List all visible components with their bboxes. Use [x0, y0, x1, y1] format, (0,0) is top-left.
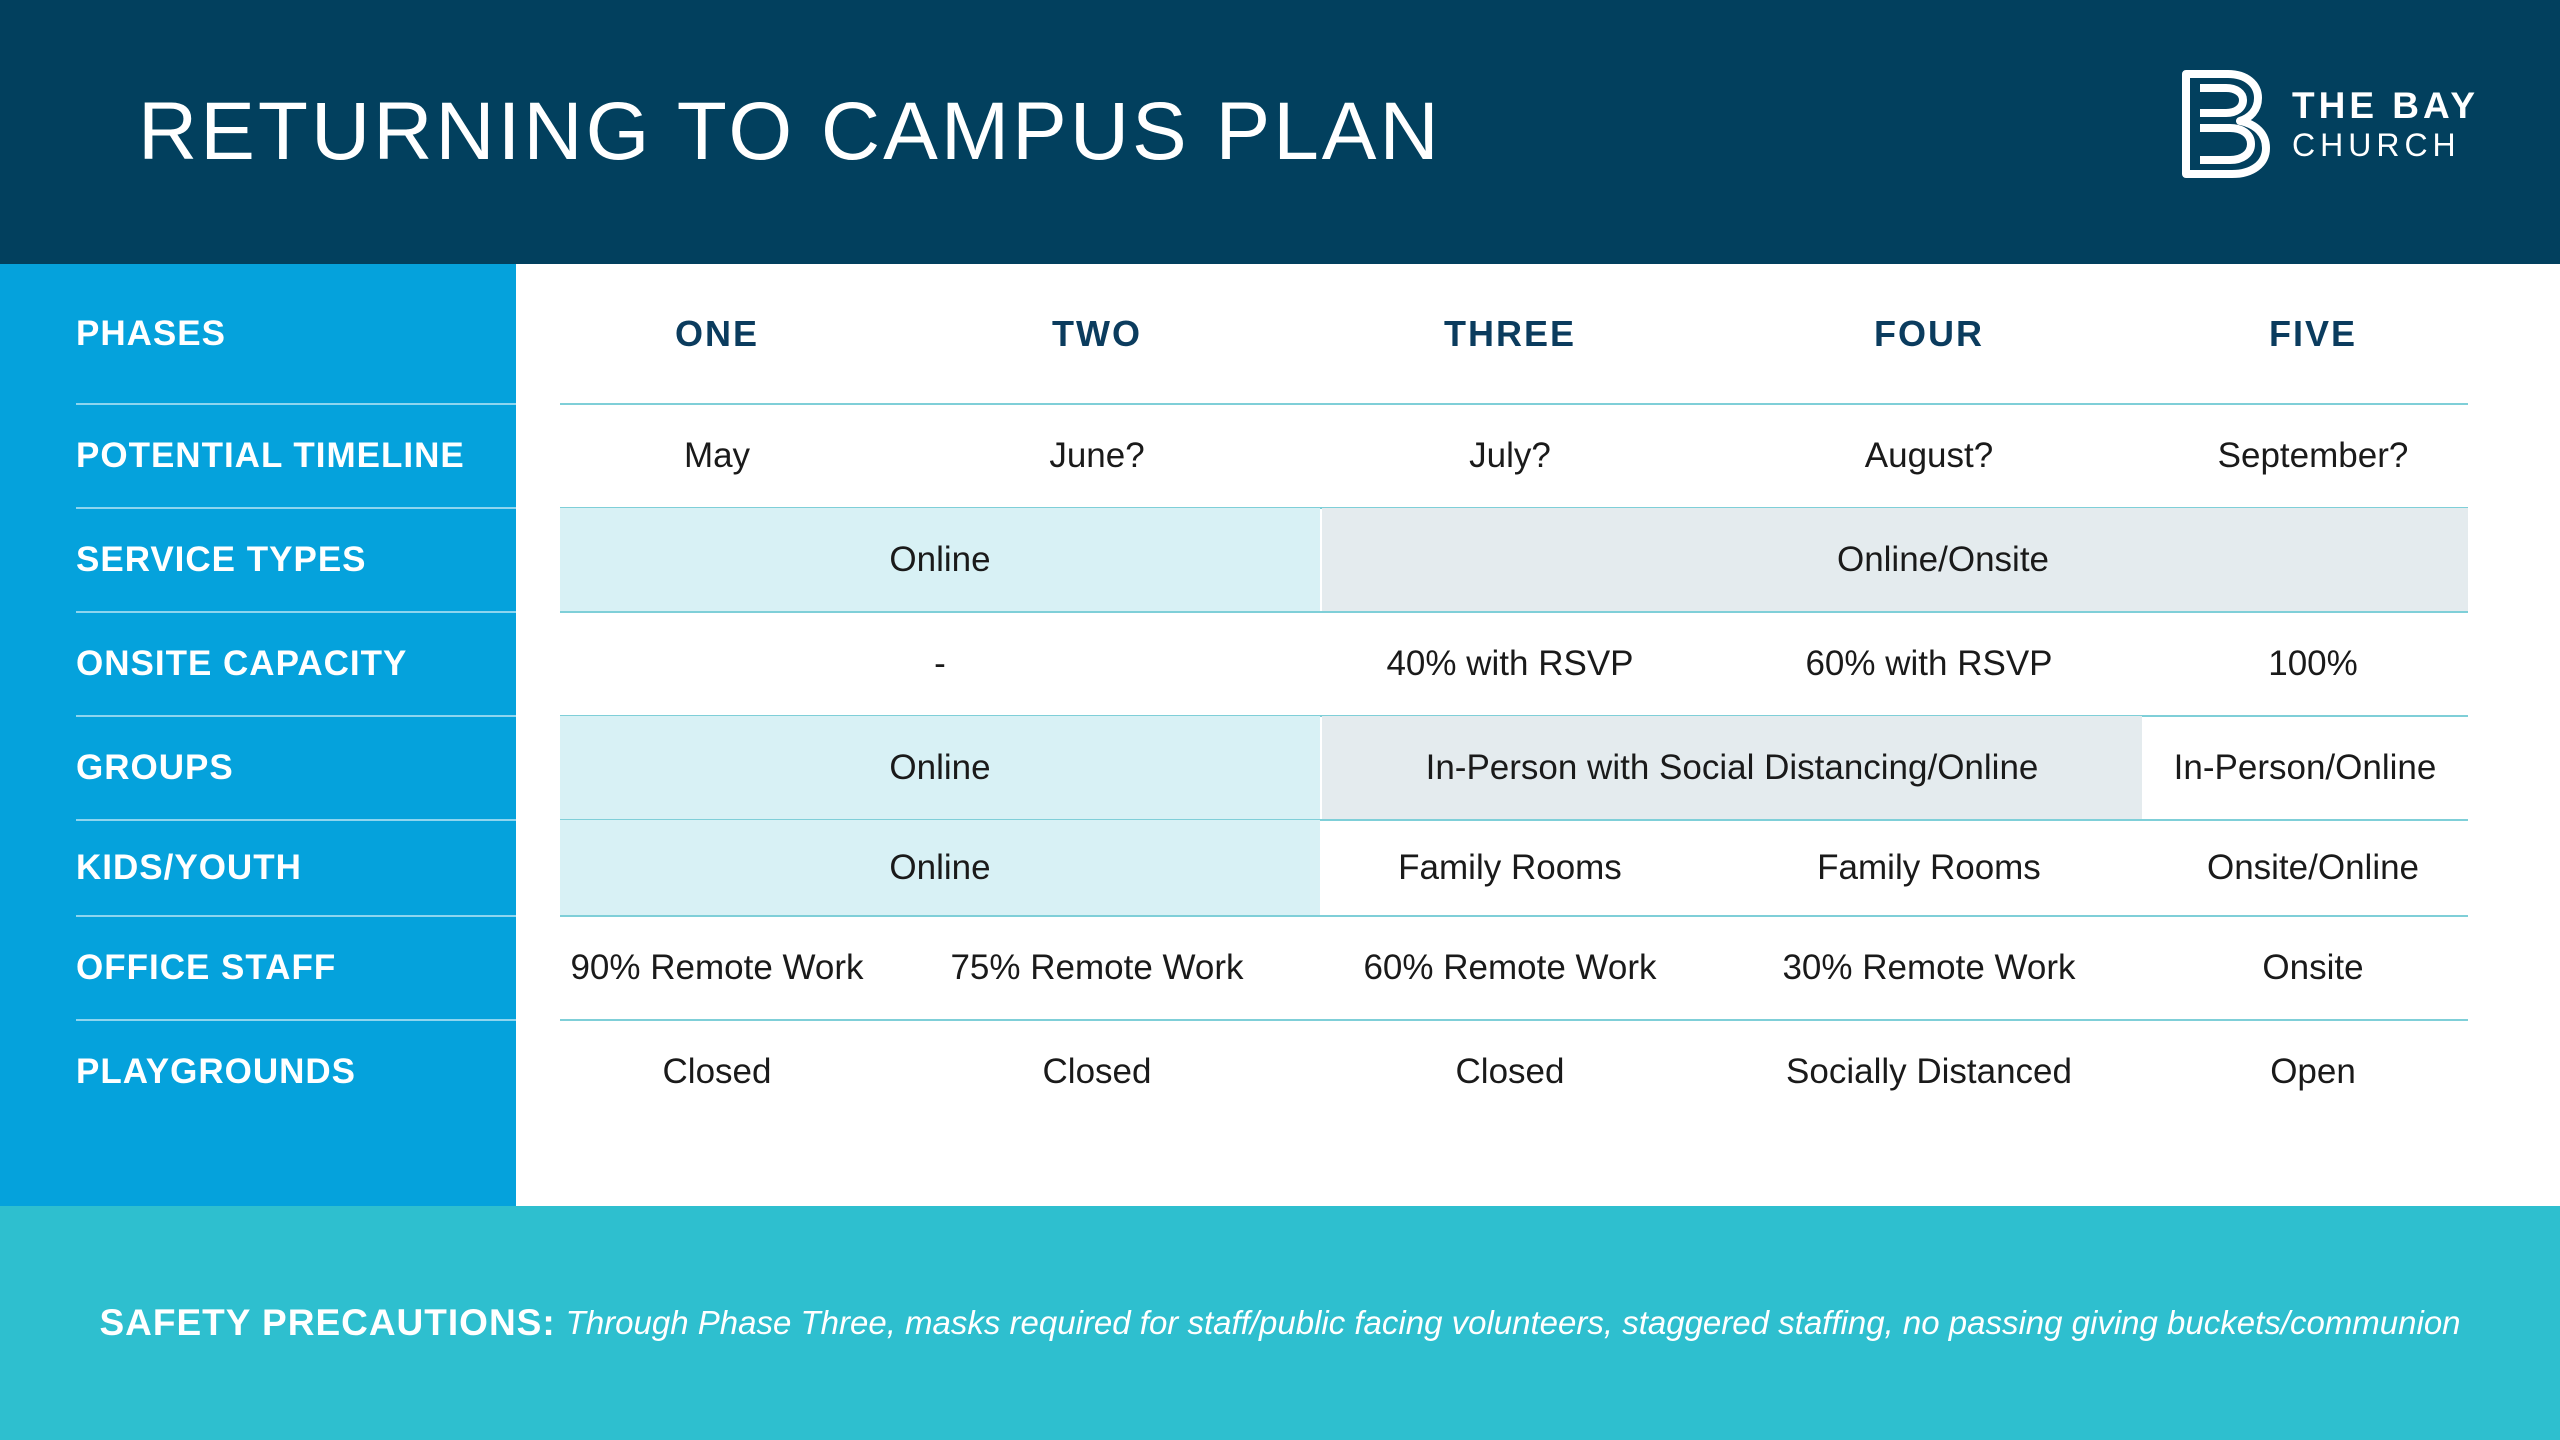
groups-phase-five: In-Person/Online: [2173, 748, 2437, 787]
safety-precautions-label: SAFETY PRECAUTIONS:: [99, 1302, 556, 1343]
timeline-phase-one: May: [683, 436, 751, 475]
phase-four-header: FOUR: [1874, 313, 1984, 354]
capacity-phase-three: 40% with RSVP: [1386, 644, 1634, 683]
footer-banner: [0, 1206, 2560, 1440]
phase-one-header: ONE: [674, 313, 759, 354]
service-types-phases-three-five: Online/Onsite: [1322, 508, 2468, 612]
safety-precautions: [0, 1206, 2560, 1440]
playgrounds-phase-two: Closed: [1042, 1052, 1152, 1091]
logo-line-2: CHURCH: [2292, 127, 2461, 163]
service-types-phases-one-two: Online: [560, 508, 1320, 612]
office-staff-phase-four: 30% Remote Work: [1782, 948, 2076, 987]
row-labels-sidebar: [0, 264, 516, 1206]
playgrounds-phase-one: Closed: [662, 1052, 772, 1091]
kids-youth-phases-one-two: Online: [560, 820, 1320, 916]
kids-youth-phase-five: Onsite/Online: [2206, 848, 2420, 887]
capacity-phase-five: 100%: [2268, 644, 2358, 683]
capacity-phases-one-two: -: [934, 644, 946, 683]
office-staff-phase-five: Onsite: [2262, 948, 2364, 987]
phase-five-header: FIVE: [2268, 313, 2357, 354]
timeline-phase-five: September?: [2217, 436, 2409, 475]
header: [0, 0, 2560, 264]
timeline-phase-two: June?: [1049, 436, 1145, 475]
kids-youth-phase-three: Family Rooms: [1398, 848, 1622, 887]
kids-youth-phase-four: Family Rooms: [1817, 848, 2041, 887]
capacity-phase-four: 60% with RSVP: [1805, 644, 2053, 683]
office-staff-phase-three: 60% Remote Work: [1363, 948, 1657, 987]
row-label-potential-timeline: POTENTIAL TIMELINE: [76, 436, 465, 475]
row-label-groups: GROUPS: [76, 748, 234, 787]
office-staff-phase-two: 75% Remote Work: [950, 948, 1244, 987]
page-title: RETURNING TO CAMPUS PLAN: [138, 86, 1442, 177]
phase-table: [560, 264, 2468, 1206]
row-label-phases: PHASES: [76, 314, 226, 353]
playgrounds-phase-four: Socially Distanced: [1786, 1052, 2072, 1091]
church-logo: [2180, 68, 2480, 180]
office-staff-phase-one: 90% Remote Work: [570, 948, 864, 987]
row-label-onsite-capacity: ONSITE CAPACITY: [76, 644, 408, 683]
safety-precautions-text: Through Phase Three, masks required for staff/public facing volunteers, staggered staffing, no passing giving buckets/communion: [565, 1304, 2461, 1341]
phase-three-header: THREE: [1443, 313, 1576, 354]
row-label-kids-youth: KIDS/YOUTH: [76, 848, 302, 887]
playgrounds-phase-five: Open: [2270, 1052, 2356, 1091]
row-label-playgrounds: PLAYGROUNDS: [76, 1052, 357, 1091]
logo-line-1: THE BAY: [2292, 85, 2480, 126]
timeline-phase-three: July?: [1469, 436, 1551, 475]
timeline-phase-four: August?: [1864, 436, 1994, 475]
groups-phases-one-two: Online: [560, 716, 1320, 820]
row-label-service-types: SERVICE TYPES: [76, 540, 367, 579]
phase-two-header: TWO: [1052, 313, 1142, 354]
row-label-office-staff: OFFICE STAFF: [76, 948, 337, 987]
playgrounds-phase-three: Closed: [1455, 1052, 1565, 1091]
bay-church-b-monogram-icon: [2180, 68, 2272, 180]
groups-phases-three-four: In-Person with Social Distancing/Online: [1322, 716, 2142, 820]
